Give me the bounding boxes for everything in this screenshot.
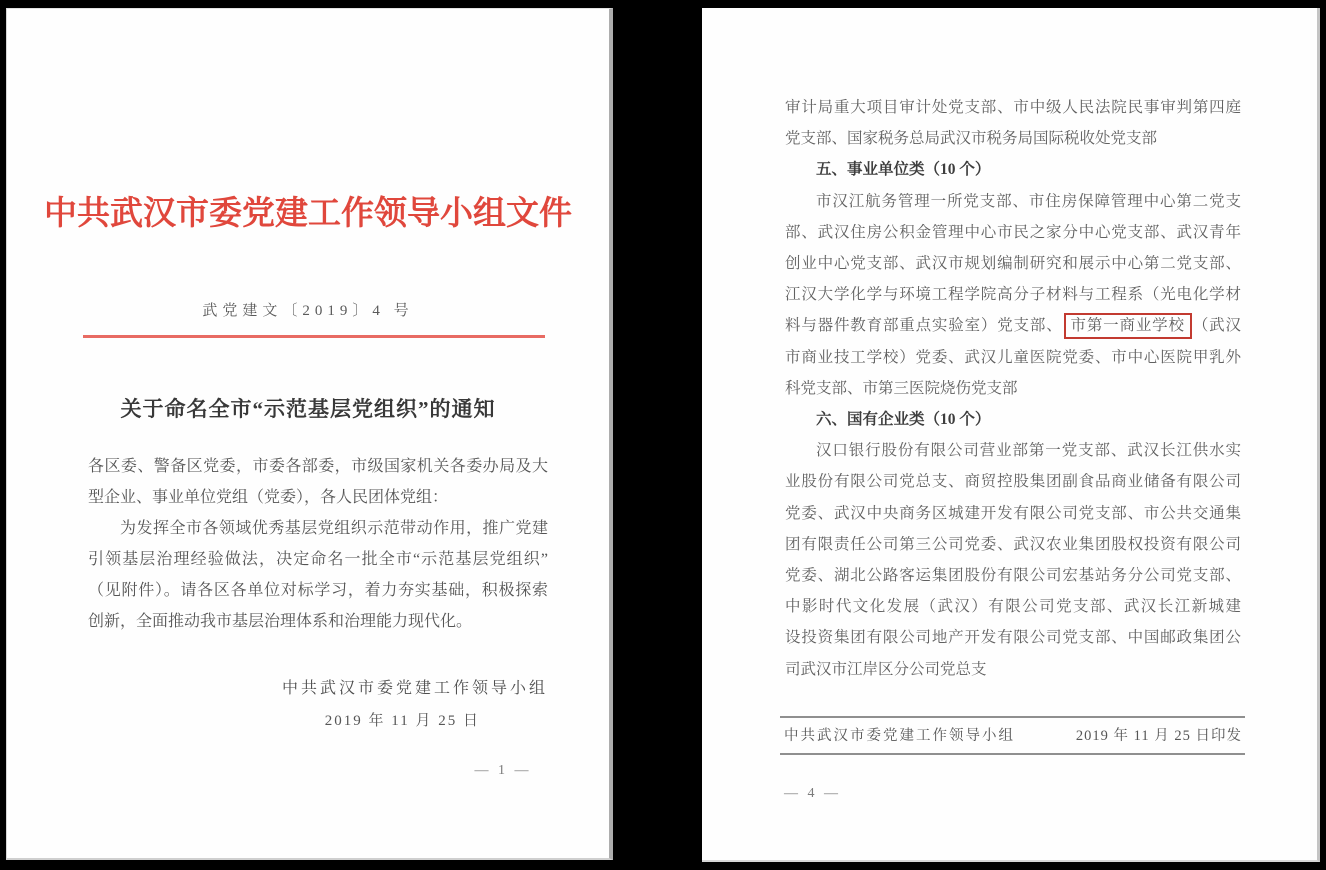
page-number: — 1 — [474, 763, 532, 778]
text-line: 司武汉市江岸区分公司党总支 [785, 660, 987, 678]
text-line: 中影时代文化发展（武汉）有限公司党支部、武汉长江新城建 [785, 598, 1241, 616]
footer-divider-rule [780, 753, 1245, 755]
text-line: 型企业、事业单位党组（党委），各人民团体党组： [88, 489, 449, 506]
imprint-footer [784, 724, 1242, 745]
signature-date: 2019 年 11 月 25 日 [324, 713, 480, 729]
letterhead-divider-rule [83, 335, 545, 338]
text-line: 科党支部、市第三医院烧伤党支部 [785, 379, 1018, 397]
text-line: 江汉大学化学与环境工程学院高分子材料与工程系（光电化学材 [785, 286, 1241, 304]
text-line: 党委、湖北公路客运集团股份有限公司宏基站务分公司党支部、 [785, 567, 1241, 585]
text-line: 创新，全面推动我市基层治理体系和治理能力现代化。 [88, 613, 473, 630]
text-line: 市汉江航务管理一所党支部、市住房保障管理中心第二党支 [816, 192, 1241, 210]
text-line: 部、武汉住房公积金管理中心市民之家分中心党支部、武汉青年 [785, 223, 1241, 241]
text-line: 创业中心党支部、武汉市规划编制研究和展示中心第二党支部、 [785, 255, 1241, 273]
page-number: — 4 — [784, 786, 841, 801]
text-line: 党委、武汉中央商务区城建开发有限公司党支部、市公共交通集 [785, 504, 1241, 522]
document-body-text [785, 92, 1241, 685]
footer-divider-rule [780, 716, 1245, 718]
text-line: 为发挥全市各领域优秀基层党组织示范带动作用，推广党建 [120, 520, 548, 537]
text-line [785, 310, 1241, 341]
document-body-text [88, 451, 548, 637]
imprint-print-date: 2019 年 11 月 25 日印发 [1075, 728, 1242, 744]
document-page-1 [6, 8, 613, 860]
text-segment: （武汉 [1192, 317, 1241, 335]
text-line: （见附件）。请各区各单位对标学习，着力夯实基础，积极探索 [88, 582, 548, 599]
text-line: 市商业技工学校）党委、武汉儿童医院党委、市中心医院甲乳外 [785, 348, 1241, 366]
section-heading: 五、事业单位类（10 个） [816, 161, 991, 179]
section-heading: 六、国有企业类（10 个） [816, 411, 991, 429]
text-line: 设投资集团有限公司地产开发有限公司党支部、中国邮政集团公 [785, 629, 1241, 647]
text-line: 党支部、国家税务总局武汉市税务局国际税收处党支部 [785, 130, 1158, 148]
document-page-4 [702, 8, 1320, 862]
text-line: 引领基层治理经验做法，决定命名一批全市“示范基层党组织” [88, 551, 548, 568]
imprint-organization: 中共武汉市委党建工作领导小组 [784, 728, 1015, 744]
signature-organization: 中共武汉市委党建工作领导小组 [281, 680, 548, 697]
text-line: 汉口银行股份有限公司营业部第一党支部、武汉长江供水实 [816, 442, 1241, 460]
letterhead-title: 中共武汉市委党建工作领导小组文件 [44, 196, 572, 232]
document-number: 武党建文〔2019〕4 号 [202, 303, 414, 319]
text-line: 各区委、警备区党委，市委各部委，市级国家机关各委办局及大 [88, 458, 548, 475]
text-segment: 料与器件教育部重点实验室）党支部、 [785, 317, 1063, 335]
red-highlight-box: 市第一商业学校 [1064, 313, 1192, 339]
document-title: 关于命名全市“示范基层党组织”的通知 [120, 397, 496, 421]
text-line: 业股份有限公司党总支、商贸控股集团副食品商业储备有限公司 [785, 473, 1241, 491]
text-line: 审计局重大项目审计处党支部、市中级人民法院民事审判第四庭 [785, 99, 1241, 116]
text-line: 团有限责任公司第三公司党委、武汉农业集团股权投资有限公司 [785, 535, 1241, 553]
